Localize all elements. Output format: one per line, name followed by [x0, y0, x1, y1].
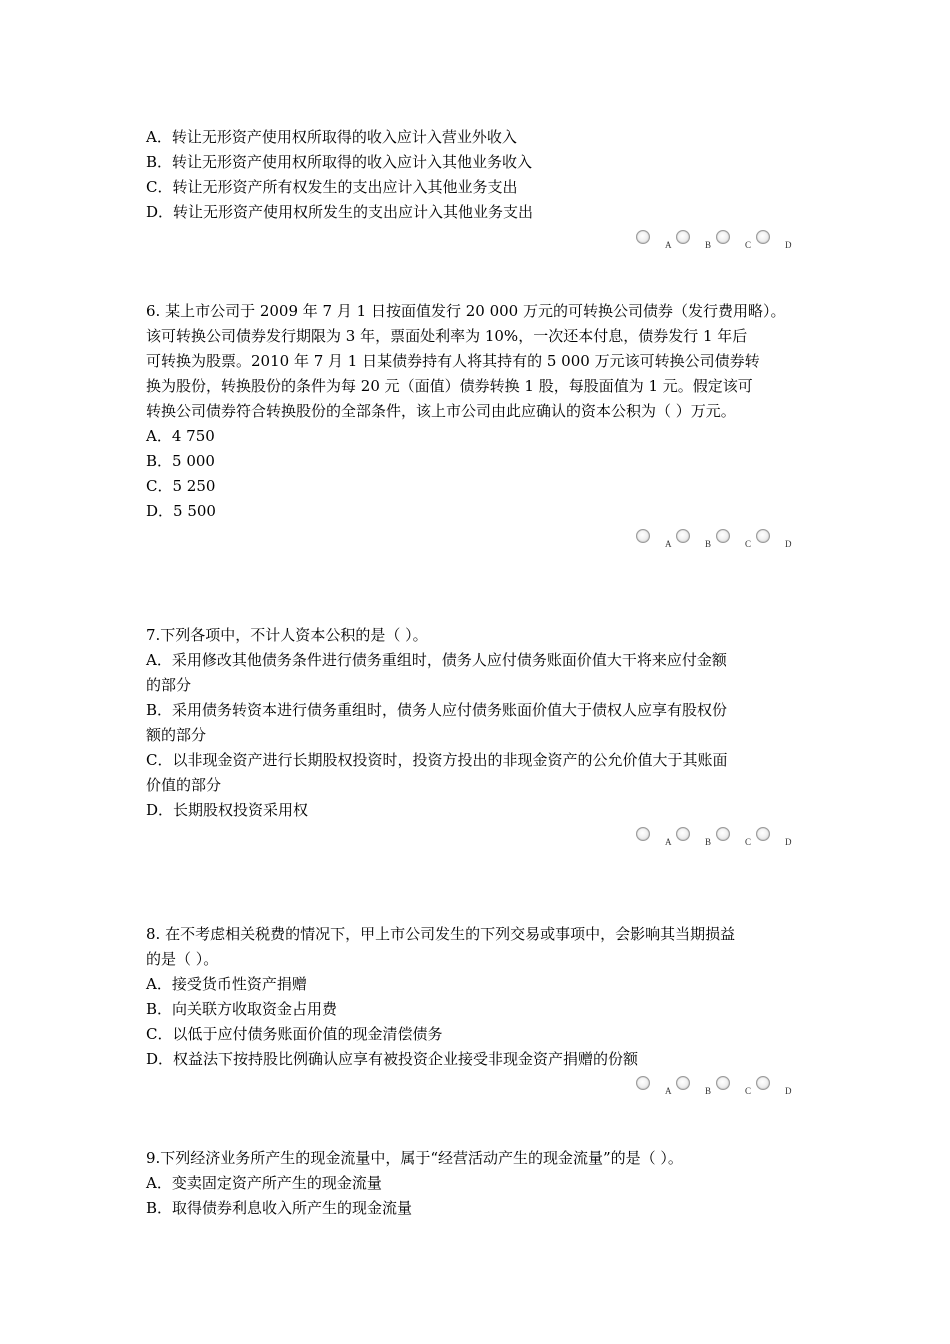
q5-option-c: C．转让无形资产所有权发生的支出应计入其他业务支出: [146, 178, 518, 196]
q6-answer-group: [632, 529, 802, 549]
q6-stem-line-3: 可转换为股票。2010 年 7 月 1 日某债券持有人将其持有的 5 000 万元该可转换公司债券转: [146, 352, 760, 370]
q5-radio-a-label: A: [665, 240, 672, 250]
q6-radio-d-label: D: [785, 539, 792, 549]
q7-radio-a[interactable]: [636, 827, 650, 841]
q8-stem-line-2: 的是（ ）。: [146, 950, 219, 968]
q8-radio-b-label: B: [705, 1086, 712, 1096]
q8-option-c: C．以低于应付债务账面价值的现金清偿债务: [146, 1025, 443, 1043]
q6-radio-a-label: A: [665, 539, 672, 549]
q7-option-a-line-2: 的部分: [146, 676, 192, 694]
q5-radio-d-label: D: [785, 240, 792, 250]
q5-answer-group: [632, 230, 802, 250]
q6-option-a: A．4 750: [146, 427, 215, 445]
q5-radio-a[interactable]: [636, 230, 650, 244]
q8-stem-line-1: 8. 在不考虑相关税费的情况下，甲上市公司发生的下列交易或事项中，会影响其当期损益: [146, 925, 736, 943]
q8-radio-d[interactable]: [756, 1076, 770, 1090]
q7-radio-c[interactable]: [716, 827, 730, 841]
q6-radio-b-label: B: [705, 539, 712, 549]
q6-radio-c-label: C: [745, 539, 752, 549]
q6-stem-line-5: 转换公司债券符合转换股份的全部条件，该上市公司由此应确认的资本公积为（ ）万元。: [146, 402, 736, 420]
q9-stem: 9.下列经济业务所产生的现金流量中，属于“经营活动产生的现金流量”的是（ ）。: [146, 1149, 683, 1167]
q7-option-b-line-1: B．采用债务转资本进行债务重组时，债务人应付债务账面价值大于债权人应享有股权份: [146, 701, 728, 719]
q6-stem-line-1: 6. 某上市公司于 2009 年 7 月 1 日按面值发行 20 000 万元的可转换公司债券（发行费用略）。: [146, 302, 786, 320]
q8-option-d: D．权益法下按持股比例确认应享有被投资企业接受非现金资产捐赠的份额: [146, 1050, 639, 1068]
q7-option-d: D．长期股权投资采用权: [146, 801, 309, 819]
q8-answer-group: [632, 1076, 802, 1096]
q5-radio-d[interactable]: [756, 230, 770, 244]
q9-option-b: B．取得债券利息收入所产生的现金流量: [146, 1199, 413, 1217]
q7-option-b-line-2: 额的部分: [146, 726, 207, 744]
q6-option-d: D．5 500: [146, 502, 216, 520]
q7-option-c-line-2: 价值的部分: [146, 776, 222, 794]
q6-radio-a[interactable]: [636, 529, 650, 543]
q6-option-c: C．5 250: [146, 477, 216, 495]
q5-radio-b[interactable]: [676, 230, 690, 244]
q6-stem-line-2: 该可转换公司债券发行期限为 3 年，票面处利率为 10%，一次还本付息，债券发行 1 年后: [146, 327, 748, 345]
q8-radio-a[interactable]: [636, 1076, 650, 1090]
q8-option-b: B．向关联方收取资金占用费: [146, 1000, 338, 1018]
q7-radio-d[interactable]: [756, 827, 770, 841]
q7-radio-a-label: A: [665, 837, 672, 847]
q5-radio-c[interactable]: [716, 230, 730, 244]
q6-radio-d[interactable]: [756, 529, 770, 543]
q5-option-d: D．转让无形资产使用权所发生的支出应计入其他业务支出: [146, 203, 534, 221]
q8-radio-d-label: D: [785, 1086, 792, 1096]
q6-stem-line-4: 换为股份，转换股份的条件为每 20 元（面值）债券转换 1 股，每股面值为 1 元。假定该可: [146, 377, 753, 395]
q9-option-a: A．变卖固定资产所产生的现金流量: [146, 1174, 382, 1192]
q5-option-b: B．转让无形资产使用权所取得的收入应计入其他业务收入: [146, 153, 533, 171]
q8-radio-c-label: C: [745, 1086, 752, 1096]
q5-option-a: A．转让无形资产使用权所取得的收入应计入营业外收入: [146, 128, 517, 146]
q8-option-a: A．接受货币性资产捐赠: [146, 975, 307, 993]
q7-option-c-line-1: C．以非现金资产进行长期股权投资时，投资方投出的非现金资产的公允价值大于其账面: [146, 751, 728, 769]
q7-radio-b-label: B: [705, 837, 712, 847]
q7-radio-b[interactable]: [676, 827, 690, 841]
q5-radio-c-label: C: [745, 240, 752, 250]
q6-radio-c[interactable]: [716, 529, 730, 543]
q7-radio-c-label: C: [745, 837, 752, 847]
q8-radio-a-label: A: [665, 1086, 672, 1096]
q8-radio-c[interactable]: [716, 1076, 730, 1090]
q6-option-b: B．5 000: [146, 452, 215, 470]
q8-radio-b[interactable]: [676, 1076, 690, 1090]
q7-answer-group: [632, 827, 802, 847]
q7-radio-d-label: D: [785, 837, 792, 847]
q7-stem: 7.下列各项中，不计人资本公积的是（ ）。: [146, 626, 428, 644]
q7-option-a-line-1: A．采用修改其他债务条件进行债务重组时，债务人应付债务账面价值大干将来应付金额: [146, 651, 727, 669]
q5-radio-b-label: B: [705, 240, 712, 250]
q6-radio-b[interactable]: [676, 529, 690, 543]
